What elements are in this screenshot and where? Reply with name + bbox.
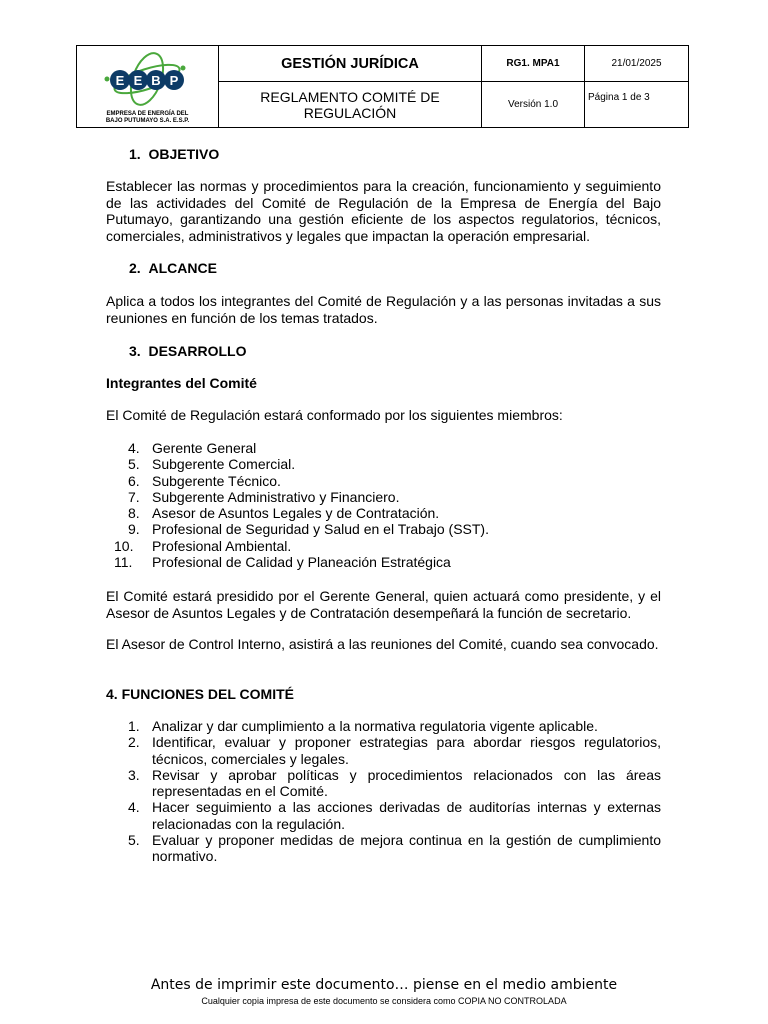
objetivo-paragraph: Establecer las normas y procedimientos para la creación, funcionamiento y seguimiento de las actividades del Comité de Regulación de la Empresa de Energía del Bajo Putumayo, garantizando una gestión eficiente de los aspectos regulatorios, técnicos, comerciales, administrativos y legales que impactan la operación empresarial.: [106, 178, 661, 244]
list-item: 7. Subgerente Administrativo y Financiero.: [128, 488, 400, 505]
date-cell: [585, 46, 689, 82]
document-header: [76, 45, 689, 128]
presidencia-paragraph: El Comité estará presidido por el Gerente General, quien actuará como presidente, y el Asesor de Asuntos Legales y de Contratación desempeñará la función de secretario.: [106, 588, 661, 621]
page-cell: [585, 82, 689, 128]
logo-letter: E: [115, 73, 125, 88]
list-item: 1. Analizar y dar cumplimiento a la normativa regulatoria vigente aplicable.: [128, 718, 598, 734]
list-item: 4. Hacer seguimiento a las acciones derivadas de auditorías internas y externas relacionadas con la regulación.: [128, 799, 661, 832]
section-heading-alcance: 2. ALCANCE: [129, 260, 217, 276]
logo-letter: E: [133, 73, 143, 88]
document-area-title: GESTIÓN JURÍDICA: [281, 55, 419, 72]
list-item: 5. Evaluar y proponer medidas de mejora continua en la gestión de cumplimiento normativo.: [128, 832, 661, 865]
integrantes-heading: Integrantes del Comité: [106, 375, 257, 391]
functions-list: [106, 718, 661, 865]
document-version: Versión 1.0: [507, 99, 559, 111]
company-logo: [77, 46, 218, 127]
company-name-line1: EMPRESA DE ENERGÍA DEL: [106, 111, 189, 117]
section-heading-objetivo: 1. OBJETIVO: [129, 146, 220, 162]
list-item: 5. Subgerente Comercial.: [128, 456, 296, 473]
section-heading-funciones: 4. FUNCIONES DEL COMITÉ: [106, 686, 294, 702]
list-item: 3. Revisar y aprobar políticas y procedimientos relacionados con las áreas representadas en el Comité.: [128, 766, 661, 800]
integrantes-intro: El Comité de Regulación estará conformado por los siguientes miembros:: [106, 407, 563, 423]
subtitle-cell: [219, 82, 482, 128]
document-subtitle-line2: REGULACIÓN: [303, 104, 397, 121]
document-date: 21/01/2025: [611, 58, 662, 70]
footer-environment-notice: Antes de imprimir este documento… piense en el medio ambiente: [150, 977, 618, 993]
list-item: 9. Profesional de Seguridad y Salud en el Trabajo (SST).: [128, 521, 489, 538]
list-item: 2. Identificar, evaluar y proponer estrategias para abordar riesgos regulatorios, técnicos, comerciales y legales.: [128, 734, 661, 767]
company-name-line2: BAJO PUTUMAYO S.A. E.S.P.: [105, 118, 190, 124]
footer-copy-notice: Cualquier copia impresa de este documento se considera como COPIA NO CONTROLADA: [201, 996, 567, 1006]
document-code: RG1. MPA1: [506, 58, 560, 70]
page-number: Página 1 de 3: [588, 92, 650, 104]
list-item: 8. Asesor de Asuntos Legales y de Contratación.: [128, 505, 440, 522]
logo-cell: [77, 46, 219, 128]
logo-letter: B: [151, 73, 161, 88]
list-item: 6. Subgerente Técnico.: [128, 472, 281, 489]
version-cell: [482, 82, 585, 128]
section-heading-desarrollo: 3. DESARROLLO: [129, 343, 247, 359]
list-item: 10. Profesional Ambiental.: [114, 537, 292, 554]
members-list: [106, 440, 661, 570]
control-interno-paragraph: El Asesor de Control Interno, asistirá a las reuniones del Comité, cuando sea convocado.: [106, 636, 659, 652]
title-cell: [219, 46, 482, 82]
logo-letter: P: [169, 73, 179, 88]
code-cell: [482, 46, 585, 82]
list-item: 4. Gerente General: [128, 440, 257, 456]
list-item: 11. Profesional de Calidad y Planeación Estratégica: [114, 554, 451, 571]
document-subtitle-line1: REGLAMENTO COMITÉ DE: [260, 88, 440, 105]
alcance-paragraph: Aplica a todos los integrantes del Comité de Regulación y a las personas invitadas a sus reuniones en función de los temas tratados.: [106, 293, 661, 326]
